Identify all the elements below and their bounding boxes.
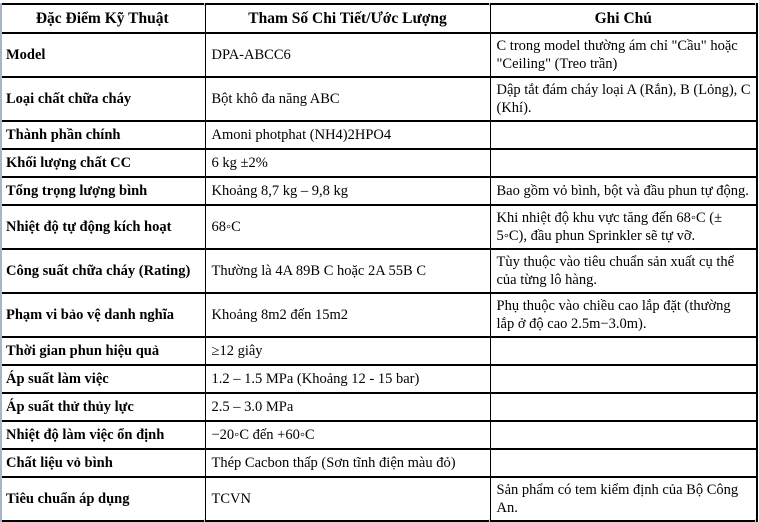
feature-cell: Công suất chữa cháy (Rating) [0, 249, 205, 293]
value-cell: Khoảng 8,7 kg – 9,8 kg [205, 177, 490, 205]
spec-sheet-page [0, 3, 759, 522]
table-row [0, 477, 757, 521]
value-cell: Amoni photphat (NH4)2HPO4 [205, 121, 490, 149]
table-row [0, 177, 757, 205]
screenshot-left-edge-line [0, 3, 2, 522]
table-row [0, 365, 757, 393]
value-cell: 1.2 – 1.5 MPa (Khoảng 12 - 15 bar) [205, 365, 490, 393]
note-cell: Phụ thuộc vào chiều cao lắp đặt (thường lắp ở độ cao 2.5m−3.0m). [490, 293, 757, 337]
value-cell: −20◦C đến +60◦C [205, 421, 490, 449]
feature-cell: Chất liệu vỏ bình [0, 449, 205, 477]
table-row [0, 249, 757, 293]
note-cell: C trong model thường ám chỉ "Cầu" hoặc "Ceiling" (Treo trần) [490, 33, 757, 77]
header-parameter: Tham Số Chi Tiết/Ước Lượng [205, 4, 490, 33]
feature-cell: Nhiệt độ làm việc ổn định [0, 421, 205, 449]
feature-cell: Khối lượng chất CC [0, 149, 205, 177]
value-cell: ≥12 giây [205, 337, 490, 365]
table-row [0, 337, 757, 365]
feature-cell: Áp suất thử thủy lực [0, 393, 205, 421]
note-cell [490, 337, 757, 365]
note-cell [490, 449, 757, 477]
note-cell [490, 121, 757, 149]
note-cell: Bao gồm vỏ bình, bột và đầu phun tự động. [490, 177, 757, 205]
feature-cell: Tiêu chuẩn áp dụng [0, 477, 205, 521]
note-cell: Khi nhiệt độ khu vực tăng đến 68◦C (± 5◦C), đầu phun Sprinkler sẽ tự vỡ. [490, 205, 757, 249]
feature-cell: Tổng trọng lượng bình [0, 177, 205, 205]
value-cell: Thép Cacbon thấp (Sơn tĩnh điện màu đỏ) [205, 449, 490, 477]
note-cell [490, 421, 757, 449]
header-note: Ghi Chú [490, 4, 757, 33]
table-row [0, 293, 757, 337]
table-row [0, 77, 757, 121]
feature-cell: Thành phần chính [0, 121, 205, 149]
feature-cell: Model [0, 33, 205, 77]
note-cell [490, 393, 757, 421]
feature-cell: Thời gian phun hiệu quả [0, 337, 205, 365]
table-row [0, 205, 757, 249]
note-cell [490, 365, 757, 393]
value-cell: Bột khô đa năng ABC [205, 77, 490, 121]
table-row [0, 149, 757, 177]
feature-cell: Loại chất chữa cháy [0, 77, 205, 121]
value-cell: 68◦C [205, 205, 490, 249]
feature-cell: Phạm vi bảo vệ danh nghĩa [0, 293, 205, 337]
note-cell: Tùy thuộc vào tiêu chuẩn sản xuất cụ thể của từng lô hàng. [490, 249, 757, 293]
note-cell [490, 149, 757, 177]
value-cell: Thường là 4A 89B C hoặc 2A 55B C [205, 249, 490, 293]
spec-table-body [0, 33, 757, 521]
table-row [0, 421, 757, 449]
note-cell: Dập tắt đám cháy loại A (Rắn), B (Lỏng), C (Khí). [490, 77, 757, 121]
value-cell: Khoảng 8m2 đến 15m2 [205, 293, 490, 337]
value-cell: 6 kg ±2% [205, 149, 490, 177]
value-cell: 2.5 – 3.0 MPa [205, 393, 490, 421]
table-row [0, 33, 757, 77]
feature-cell: Áp suất làm việc [0, 365, 205, 393]
value-cell: TCVN [205, 477, 490, 521]
table-row [0, 121, 757, 149]
header-row [0, 4, 757, 33]
spec-table [0, 3, 758, 522]
header-feature: Đặc Điểm Kỹ Thuật [0, 4, 205, 33]
feature-cell: Nhiệt độ tự động kích hoạt [0, 205, 205, 249]
faint-gridline-top-right [755, 3, 756, 6]
note-cell: Sản phẩm có tem kiểm định của Bộ Công An. [490, 477, 757, 521]
faint-gridline-top-col1 [204, 3, 205, 6]
value-cell: DPA-ABCC6 [205, 33, 490, 77]
table-row [0, 449, 757, 477]
faint-gridline-top-col2 [489, 3, 490, 6]
table-row [0, 393, 757, 421]
